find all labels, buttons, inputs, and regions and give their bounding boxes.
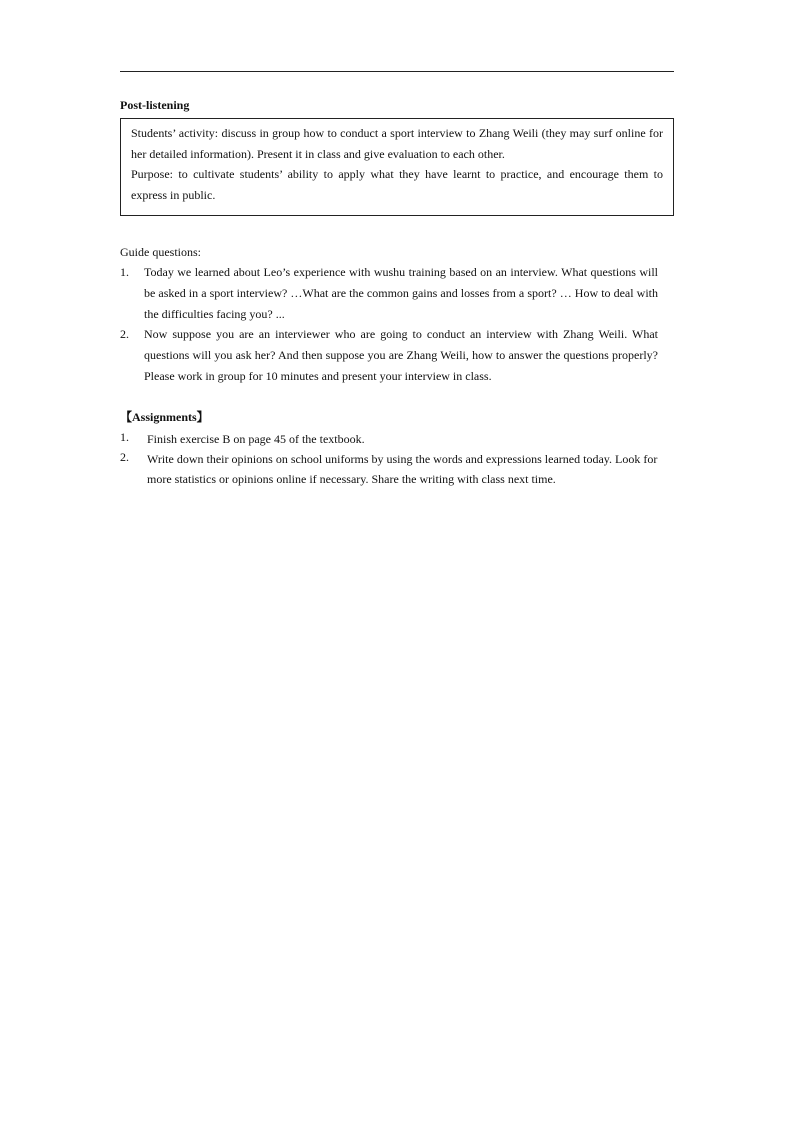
assignment-item [120, 429, 668, 449]
header-rule [120, 71, 674, 72]
guide-questions-label: Guide questions: [120, 245, 201, 259]
students-activity-text: Students’ activity: discuss in group how to conduct a sport interview to Zhang Weili (they may surf online for her detailed information). Present it in class and give evaluation to each other. [131, 126, 663, 161]
guide-question-item [120, 262, 658, 324]
assignment-number: 2. [120, 450, 129, 464]
post-listening-heading: Post-listening [120, 98, 190, 112]
guide-questions-list [120, 262, 658, 387]
activity-box [120, 118, 674, 216]
assignment-number: 1. [120, 430, 129, 444]
guide-question-item [120, 324, 658, 386]
guide-question-number: 1. [120, 265, 129, 279]
assignment-text: Write down their opinions on school uniforms by using the words and expressions learned today. Look for more statistics or opinions online if necessary. Share the writing with class next time. [147, 452, 658, 486]
guide-question-text: Now suppose you are an interviewer who are going to conduct an interview with Zhang Weili. What questions will you ask her? And then suppose you are Zhang Weili, how to answer the questions properly? Please work in group for 10 minutes and present your interview in class. [144, 327, 658, 383]
assignments-heading: 【Assignments】 [120, 410, 209, 424]
guide-question-number: 2. [120, 327, 129, 342]
assignments-list [120, 429, 668, 489]
assignment-item [120, 449, 668, 489]
assignment-text: Finish exercise B on page 45 of the textbook. [147, 432, 365, 446]
purpose-text: Purpose: to cultivate students’ ability to apply what they have learnt to practice, and encourage them to express in public. [131, 167, 663, 202]
guide-question-text: Today we learned about Leo’s experience with wushu training based on an interview. What questions will be asked in a sport interview? …What are the common gains and losses from a sport? … How to deal with the difficulties facing you? ... [144, 265, 658, 321]
